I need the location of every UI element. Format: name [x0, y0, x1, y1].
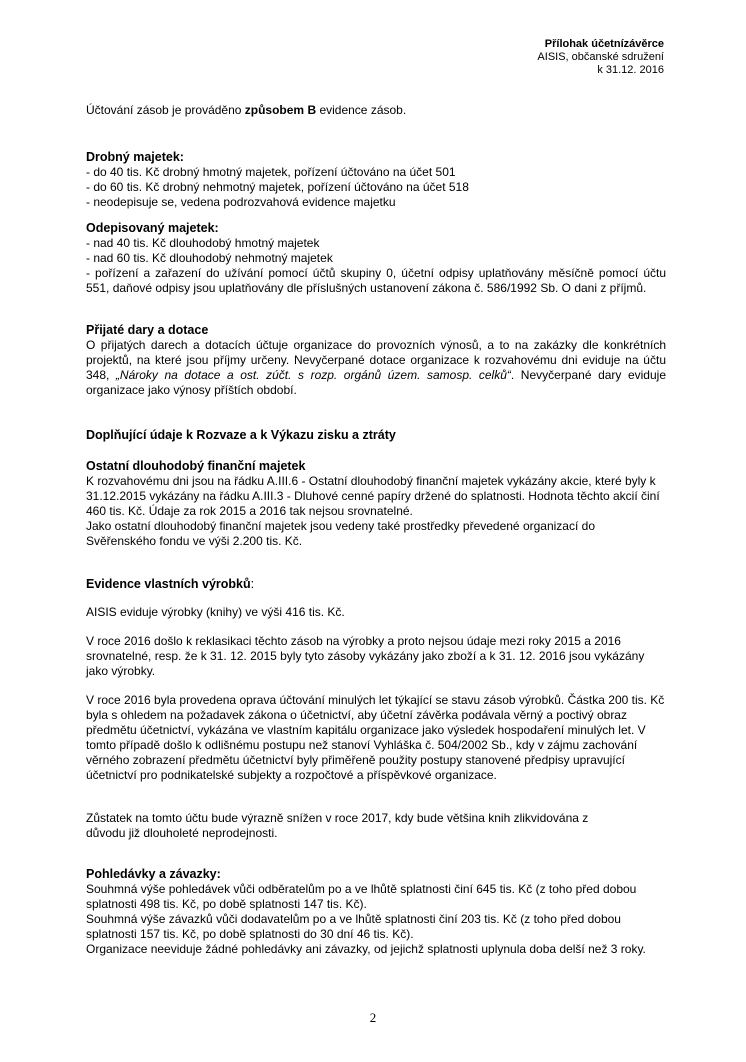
section-doplnujici-udaje [86, 428, 666, 443]
section-title-suffix: : [250, 577, 255, 591]
page-header [537, 38, 664, 77]
section-paragraph: Jako ostatní dlouhodobý finanční majetek jsou vedeny také prostředky převedené organizací do Svěřenského fondu ve výši 2.200 tis. Kč. [86, 519, 595, 548]
section-title: Drobný majetek: [86, 150, 184, 164]
section-title: Ostatní dlouhodobý finanční majetek [86, 459, 306, 473]
section-vlastni-vyrobky [86, 577, 666, 592]
header-organization: AISIS, občanské sdružení [537, 51, 664, 63]
list-item: - nad 40 tis. Kč dlouhodobý hmotný majetek [86, 236, 320, 250]
paragraph-italic-text: „Nároky na dotace a ost. zúčt. s rozp. orgánů územ. samosp. celků“ [115, 368, 511, 382]
list-item: - pořízení a zařazení do užívání pomocí účtů skupiny 0, účetní odpisy uplatňovány měsíčně pomocí účtu 551, daňové odpisy jsou uplatňovány dle příslušných ustanovení zákona č. 586/1992 Sb. O dani z příjmů. [86, 266, 666, 295]
section-paragraph: Zůstatek na tomto účtu bude výrazně snížen v roce 2017, kdy bude většina knih zlikvidována z důvodu již dlouholeté neprodejnosti. [86, 811, 589, 840]
section-paragraph: Organizace neeviduje žádné pohledávky ani závazky, od jejichž splatnosti uplynula doba delší než 3 roky. [86, 942, 646, 956]
intro-text-before: Účtování zásob je prováděno [86, 103, 245, 117]
section-title: Pohledávky a závazky: [86, 867, 221, 881]
section-paragraph: V roce 2016 došlo k reklasikaci těchto zásob na výrobky a proto nejsou údaje mezi roky 2015 a 2016 srovnatelné, resp. že k 31. 12. 2015 byly tyto zásoby vykázány jako zboží a k 31. 12. 2016 jsou vykázány jako výrobky. [86, 634, 645, 678]
page-number: 2 [369, 1010, 377, 1025]
list-item: - nad 60 tis. Kč dlouhodobý nehmotný majetek [86, 251, 333, 265]
intro-text-after: evidence zásob. [316, 103, 407, 117]
section-paragraph: V roce 2016 byla provedena oprava účtování minulých let týkající se stavu zásob výrobků. Částka 200 tis. Kč byla s ohledem na požadavek zákona o účetnictví, aby účetní závěrka podávala věrný a poctivý obraz předmětu účetnictví, vykázána ve vlastním kapitálu organizace jako výsledek hospodaření minulých let. V tomto případě došlo k odlišnému postupu než stanoví Vyhláška č. 504/2002 Sb., kdy v zájmu zachování věrného zobrazení předmětu účetnictví byly přiměřeně použity postupy stanovené předpisy upravující účetnictví pro podnikatelské subjekty a rozpočtové a příspěvkové organizace. [86, 693, 665, 782]
section-paragraph: AISIS eviduje výrobky (knihy) ve výši 416 tis. Kč. [86, 605, 345, 619]
section-title-text: Evidence vlastních výrobků [86, 577, 251, 591]
intro-paragraph [86, 103, 666, 118]
header-date: k 31.12. 2016 [597, 64, 664, 76]
intro-text-bold: způsobem B [244, 103, 317, 117]
section-pohledavky-zavazky [86, 867, 666, 957]
section-title [86, 577, 666, 592]
section-odepisovany-majetek [86, 221, 666, 296]
section-title: Přijaté dary a dotace [86, 323, 209, 337]
section-paragraph: Souhmná výše pohledávek vůči odběratelům po a ve lhůtě splatnosti činí 645 tis. Kč (z toho před dobou splatnosti 498 tis. Kč, po době splatnosti 147 tis. Kč). [86, 882, 637, 911]
section-paragraph [86, 338, 666, 398]
list-item: - do 60 tis. Kč drobný nehmotný majetek, pořízení účtováno na účet 518 [86, 180, 469, 194]
section-title: Doplňující údaje k Rozvaze a k Výkazu zisku a ztráty [86, 428, 396, 442]
header-title: Přílohak účetnízávěrce [544, 38, 664, 50]
section-title: Odepisovaný majetek: [86, 221, 219, 235]
paragraph-text: O přijatých darech a dotacích účtuje organizace do provozních výnosů, a to na zakázky dle konkrétních projektů, na které jsou příjmy určeny. Nevyčerpané dotace organizace k rozvahovému dni eviduje na účtu 348, [86, 338, 666, 382]
list-item: - do 40 tis. Kč drobný hmotný majetek, pořízení účtováno na účet 501 [86, 165, 456, 179]
list-item: - neodepisuje se, vedena podrozvahová evidence majetku [86, 195, 396, 209]
section-financni-majetek [86, 459, 666, 549]
section-drobny-majetek [86, 150, 666, 210]
section-paragraph: K rozvahovému dni jsou na řádku A.III.6 - Ostatní dlouhodobý finanční majetek vykázány akcie, které byly k 31.12.2015 vykázány na řádku A.III.3 - Dluhové cenné papíry držené do splatnosti. Hodnota těchto akcií činí 460 tis. Kč. Údaje za rok 2015 a 2016 tak nejsou srovnatelné. [86, 474, 660, 518]
section-dary-dotace [86, 323, 666, 398]
section-paragraph: Souhmná výše závazků vůči dodavatelům po a ve lhůtě splatnosti činí 203 tis. Kč (z toho před dobou splatnosti 157 tis. Kč, po době splatnosti do 30 dní 46 tis. Kč). [86, 912, 621, 941]
paragraph-text: . Nevyčerpané dary eviduje organizace jako výnosy příštích období. [86, 368, 666, 397]
